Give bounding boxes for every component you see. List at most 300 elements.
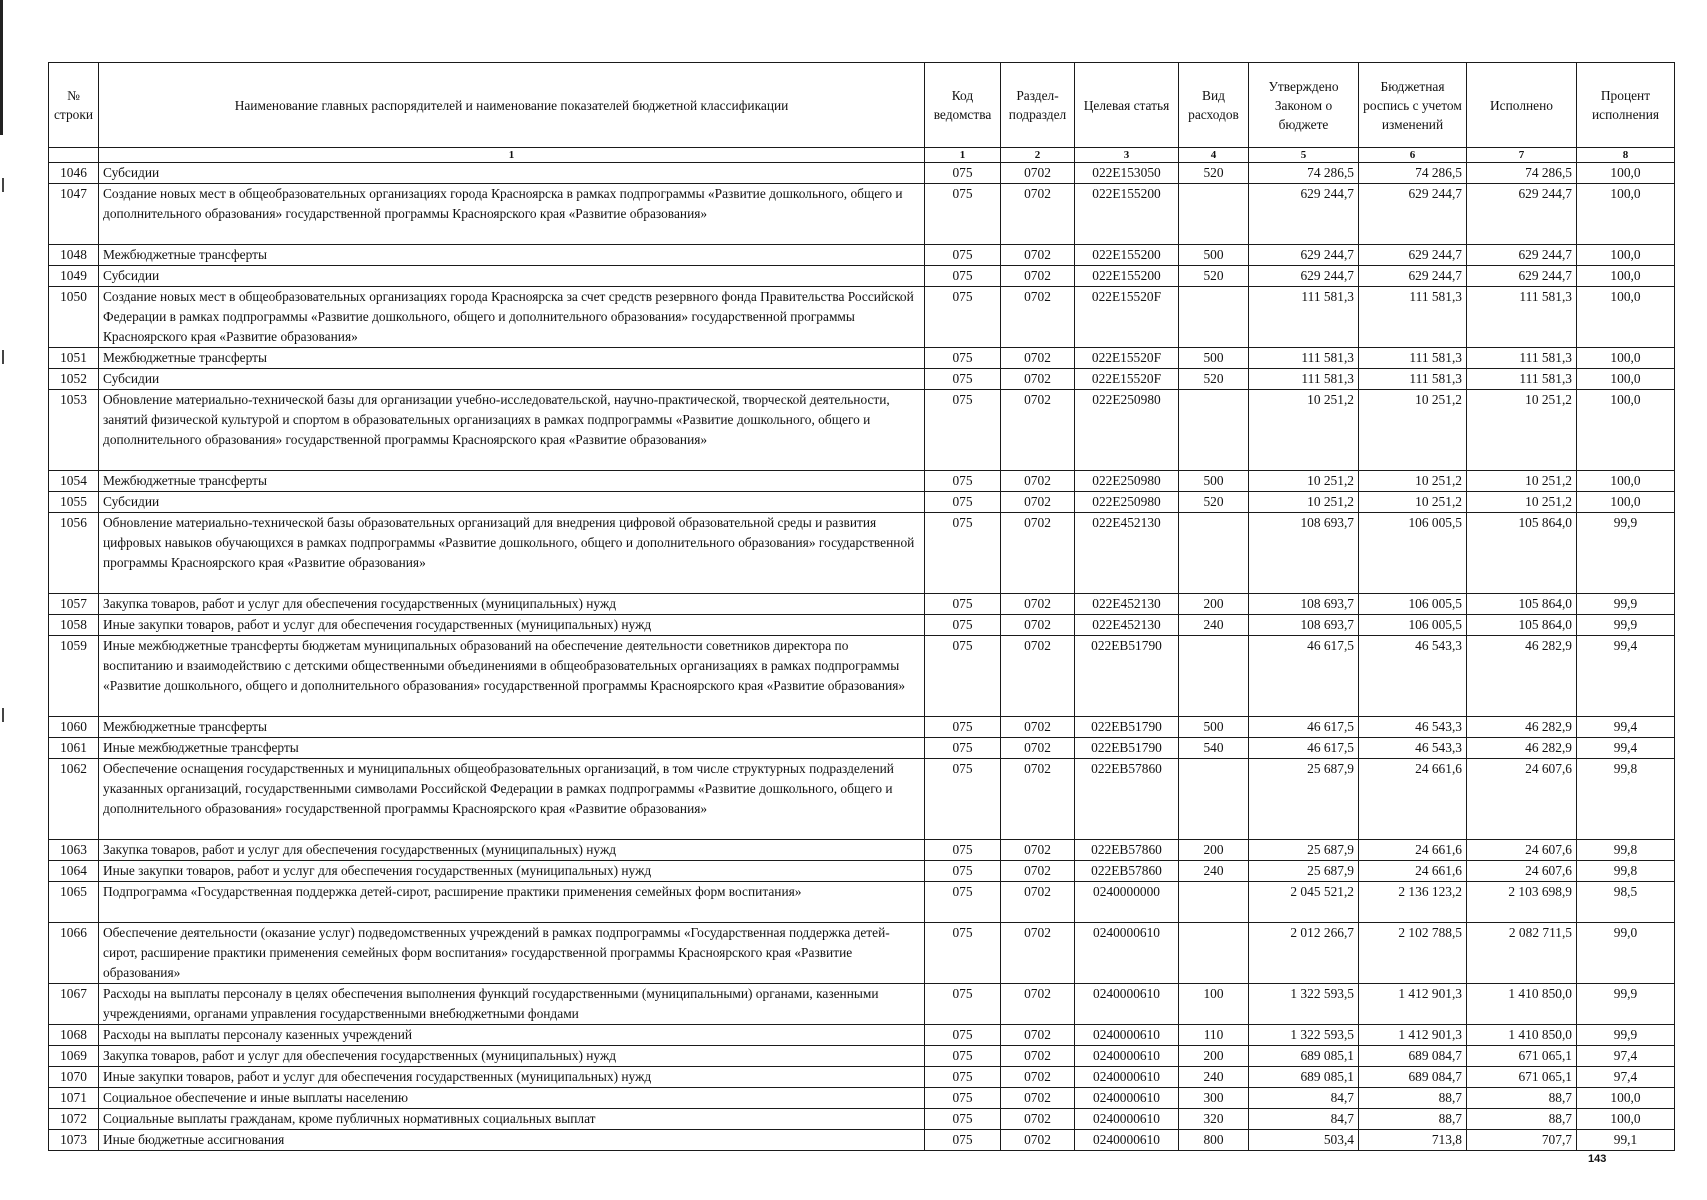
row-number: 1054 bbox=[49, 471, 99, 492]
table-header-row bbox=[49, 63, 1675, 148]
row-section: 0702 bbox=[1001, 882, 1075, 923]
row-section: 0702 bbox=[1001, 369, 1075, 390]
scan-edge-mark bbox=[2, 350, 4, 364]
row-executed: 24 607,6 bbox=[1467, 840, 1577, 861]
row-section: 0702 bbox=[1001, 840, 1075, 861]
row-number: 1063 bbox=[49, 840, 99, 861]
row-exp-type: 520 bbox=[1179, 266, 1249, 287]
column-number: 1 bbox=[925, 148, 1001, 163]
row-section: 0702 bbox=[1001, 717, 1075, 738]
row-approved: 10 251,2 bbox=[1249, 492, 1359, 513]
row-approved: 84,7 bbox=[1249, 1088, 1359, 1109]
column-number: 8 bbox=[1577, 148, 1675, 163]
row-target: 0240000610 bbox=[1075, 1130, 1179, 1151]
row-executed: 88,7 bbox=[1467, 1088, 1577, 1109]
table-row bbox=[49, 348, 1675, 369]
row-budget-list: 111 581,3 bbox=[1359, 348, 1467, 369]
row-approved: 25 687,9 bbox=[1249, 861, 1359, 882]
row-executed: 10 251,2 bbox=[1467, 471, 1577, 492]
header-exp-type: Вид расходов bbox=[1179, 63, 1249, 148]
row-dept-code: 075 bbox=[925, 1088, 1001, 1109]
table-row bbox=[49, 1088, 1675, 1109]
row-approved: 74 286,5 bbox=[1249, 163, 1359, 184]
row-executed: 111 581,3 bbox=[1467, 287, 1577, 348]
row-budget-list: 1 412 901,3 bbox=[1359, 1025, 1467, 1046]
row-section: 0702 bbox=[1001, 984, 1075, 1025]
row-budget-list: 46 543,3 bbox=[1359, 738, 1467, 759]
row-approved: 503,4 bbox=[1249, 1130, 1359, 1151]
table-body bbox=[49, 163, 1675, 1151]
row-percent: 100,0 bbox=[1577, 245, 1675, 266]
row-exp-type bbox=[1179, 287, 1249, 348]
row-target: 022E452130 bbox=[1075, 513, 1179, 594]
row-executed: 46 282,9 bbox=[1467, 717, 1577, 738]
row-executed: 88,7 bbox=[1467, 1109, 1577, 1130]
row-executed: 24 607,6 bbox=[1467, 759, 1577, 840]
row-dept-code: 075 bbox=[925, 492, 1001, 513]
header-approved: Утверждено Законом о бюджете bbox=[1249, 63, 1359, 148]
row-budget-list: 629 244,7 bbox=[1359, 266, 1467, 287]
row-name: Иные закупки товаров, работ и услуг для обеспечения государственных (муниципальных) нужд bbox=[99, 615, 925, 636]
row-section: 0702 bbox=[1001, 245, 1075, 266]
row-number: 1053 bbox=[49, 390, 99, 471]
row-executed: 707,7 bbox=[1467, 1130, 1577, 1151]
row-executed: 2 103 698,9 bbox=[1467, 882, 1577, 923]
row-number: 1046 bbox=[49, 163, 99, 184]
row-dept-code: 075 bbox=[925, 348, 1001, 369]
row-number: 1066 bbox=[49, 923, 99, 984]
page-number: 143 bbox=[1588, 1153, 1607, 1165]
row-exp-type: 500 bbox=[1179, 717, 1249, 738]
row-dept-code: 075 bbox=[925, 1109, 1001, 1130]
header-budget-list: Бюджетная роспись с учетом изменений bbox=[1359, 63, 1467, 148]
row-executed: 46 282,9 bbox=[1467, 636, 1577, 717]
row-approved: 25 687,9 bbox=[1249, 840, 1359, 861]
row-target: 0240000610 bbox=[1075, 1109, 1179, 1130]
row-exp-type: 240 bbox=[1179, 1067, 1249, 1088]
row-name: Субсидии bbox=[99, 266, 925, 287]
row-exp-type: 500 bbox=[1179, 471, 1249, 492]
row-budget-list: 1 412 901,3 bbox=[1359, 984, 1467, 1025]
row-executed: 74 286,5 bbox=[1467, 163, 1577, 184]
row-number: 1073 bbox=[49, 1130, 99, 1151]
row-executed: 105 864,0 bbox=[1467, 615, 1577, 636]
row-executed: 671 065,1 bbox=[1467, 1046, 1577, 1067]
table-row bbox=[49, 266, 1675, 287]
row-target: 0240000610 bbox=[1075, 1067, 1179, 1088]
row-exp-type: 500 bbox=[1179, 245, 1249, 266]
row-target: 022E155200 bbox=[1075, 245, 1179, 266]
row-approved: 629 244,7 bbox=[1249, 245, 1359, 266]
row-executed: 46 282,9 bbox=[1467, 738, 1577, 759]
header-name: Наименование главных распорядителей и наименование показателей бюджетной классификации bbox=[99, 63, 925, 148]
row-approved: 10 251,2 bbox=[1249, 471, 1359, 492]
row-budget-list: 106 005,5 bbox=[1359, 594, 1467, 615]
row-budget-list: 10 251,2 bbox=[1359, 471, 1467, 492]
row-section: 0702 bbox=[1001, 636, 1075, 717]
row-budget-list: 713,8 bbox=[1359, 1130, 1467, 1151]
row-budget-list: 88,7 bbox=[1359, 1088, 1467, 1109]
row-approved: 111 581,3 bbox=[1249, 369, 1359, 390]
column-number: 5 bbox=[1249, 148, 1359, 163]
row-percent: 100,0 bbox=[1577, 471, 1675, 492]
row-dept-code: 075 bbox=[925, 513, 1001, 594]
row-exp-type: 540 bbox=[1179, 738, 1249, 759]
table-row bbox=[49, 882, 1675, 923]
row-dept-code: 075 bbox=[925, 390, 1001, 471]
row-exp-type bbox=[1179, 184, 1249, 245]
row-percent: 100,0 bbox=[1577, 369, 1675, 390]
row-number: 1047 bbox=[49, 184, 99, 245]
row-budget-list: 10 251,2 bbox=[1359, 492, 1467, 513]
row-name: Межбюджетные трансферты bbox=[99, 348, 925, 369]
column-number: 4 bbox=[1179, 148, 1249, 163]
row-percent: 100,0 bbox=[1577, 1109, 1675, 1130]
row-dept-code: 075 bbox=[925, 266, 1001, 287]
row-number: 1072 bbox=[49, 1109, 99, 1130]
row-number: 1052 bbox=[49, 369, 99, 390]
row-percent: 100,0 bbox=[1577, 390, 1675, 471]
row-executed: 671 065,1 bbox=[1467, 1067, 1577, 1088]
row-budget-list: 10 251,2 bbox=[1359, 390, 1467, 471]
row-exp-type bbox=[1179, 513, 1249, 594]
row-dept-code: 075 bbox=[925, 882, 1001, 923]
row-name: Обновление материально-технической базы образовательных организаций для внедрения цифровой образовательной среды и развития цифровых навыков обучающихся в рамках подпрограммы «Развитие дошкольного, общего и дополнительного образования» государственной программы Красноярского края «Развитие образования» bbox=[99, 513, 925, 594]
row-section: 0702 bbox=[1001, 348, 1075, 369]
row-number: 1070 bbox=[49, 1067, 99, 1088]
row-target: 022E250980 bbox=[1075, 492, 1179, 513]
row-exp-type: 520 bbox=[1179, 369, 1249, 390]
row-dept-code: 075 bbox=[925, 861, 1001, 882]
row-dept-code: 075 bbox=[925, 984, 1001, 1025]
row-target: 022E15520F bbox=[1075, 369, 1179, 390]
header-row-no: № строки bbox=[49, 63, 99, 148]
row-name: Обновление материально-технической базы для организации учебно-исследовательской, научно-практической, творческой деятельности, занятий физической культурой и спортом в образовательных организациях в рамках подпрограммы «Развитие дошкольного, общего и дополнительного образования» государственной программы Красноярского края «Развитие образования» bbox=[99, 390, 925, 471]
table-row bbox=[49, 1046, 1675, 1067]
row-percent: 99,9 bbox=[1577, 984, 1675, 1025]
row-percent: 99,1 bbox=[1577, 1130, 1675, 1151]
row-section: 0702 bbox=[1001, 738, 1075, 759]
row-percent: 100,0 bbox=[1577, 163, 1675, 184]
row-name: Субсидии bbox=[99, 492, 925, 513]
row-name: Закупка товаров, работ и услуг для обеспечения государственных (муниципальных) нужд bbox=[99, 1046, 925, 1067]
row-target: 0240000000 bbox=[1075, 882, 1179, 923]
row-percent: 99,8 bbox=[1577, 759, 1675, 840]
row-dept-code: 075 bbox=[925, 245, 1001, 266]
row-section: 0702 bbox=[1001, 266, 1075, 287]
row-name: Иные бюджетные ассигнования bbox=[99, 1130, 925, 1151]
row-dept-code: 075 bbox=[925, 759, 1001, 840]
scan-edge-mark bbox=[2, 178, 4, 192]
row-executed: 629 244,7 bbox=[1467, 184, 1577, 245]
row-number: 1065 bbox=[49, 882, 99, 923]
table-row bbox=[49, 615, 1675, 636]
table-row bbox=[49, 245, 1675, 266]
row-target: 0240000610 bbox=[1075, 923, 1179, 984]
row-percent: 98,5 bbox=[1577, 882, 1675, 923]
row-name: Закупка товаров, работ и услуг для обеспечения государственных (муниципальных) нужд bbox=[99, 840, 925, 861]
row-approved: 108 693,7 bbox=[1249, 594, 1359, 615]
row-name: Межбюджетные трансферты bbox=[99, 717, 925, 738]
row-budget-list: 106 005,5 bbox=[1359, 615, 1467, 636]
row-target: 022E250980 bbox=[1075, 471, 1179, 492]
row-name: Обеспечение деятельности (оказание услуг) подведомственных учреждений в рамках подпрограммы «Государственная поддержка детей-сирот, расширение практики применения семейных форм воспитания» государственной программы Красноярского края «Развитие образования» bbox=[99, 923, 925, 984]
row-percent: 99,8 bbox=[1577, 840, 1675, 861]
row-target: 022E153050 bbox=[1075, 163, 1179, 184]
row-number: 1049 bbox=[49, 266, 99, 287]
row-budget-list: 629 244,7 bbox=[1359, 184, 1467, 245]
row-percent: 99,9 bbox=[1577, 1025, 1675, 1046]
row-approved: 1 322 593,5 bbox=[1249, 1025, 1359, 1046]
row-name: Иные закупки товаров, работ и услуг для обеспечения государственных (муниципальных) нужд bbox=[99, 861, 925, 882]
row-target: 022E155200 bbox=[1075, 266, 1179, 287]
row-target: 0240000610 bbox=[1075, 1025, 1179, 1046]
row-dept-code: 075 bbox=[925, 163, 1001, 184]
row-number: 1057 bbox=[49, 594, 99, 615]
row-number: 1050 bbox=[49, 287, 99, 348]
header-percent: Процент исполнения bbox=[1577, 63, 1675, 148]
row-target: 022E452130 bbox=[1075, 615, 1179, 636]
row-percent: 99,9 bbox=[1577, 615, 1675, 636]
table-row bbox=[49, 1109, 1675, 1130]
row-exp-type: 300 bbox=[1179, 1088, 1249, 1109]
row-section: 0702 bbox=[1001, 1109, 1075, 1130]
row-dept-code: 075 bbox=[925, 840, 1001, 861]
row-percent: 97,4 bbox=[1577, 1046, 1675, 1067]
row-name: Социальное обеспечение и иные выплаты населению bbox=[99, 1088, 925, 1109]
row-dept-code: 075 bbox=[925, 1046, 1001, 1067]
row-dept-code: 075 bbox=[925, 923, 1001, 984]
row-percent: 100,0 bbox=[1577, 1088, 1675, 1109]
row-exp-type: 520 bbox=[1179, 492, 1249, 513]
row-section: 0702 bbox=[1001, 492, 1075, 513]
row-executed: 111 581,3 bbox=[1467, 369, 1577, 390]
row-section: 0702 bbox=[1001, 287, 1075, 348]
row-target: 0240000610 bbox=[1075, 984, 1179, 1025]
row-budget-list: 46 543,3 bbox=[1359, 717, 1467, 738]
table-row bbox=[49, 1130, 1675, 1151]
row-target: 0240000610 bbox=[1075, 1088, 1179, 1109]
row-number: 1058 bbox=[49, 615, 99, 636]
row-name: Закупка товаров, работ и услуг для обеспечения государственных (муниципальных) нужд bbox=[99, 594, 925, 615]
row-section: 0702 bbox=[1001, 163, 1075, 184]
row-section: 0702 bbox=[1001, 861, 1075, 882]
row-exp-type: 520 bbox=[1179, 163, 1249, 184]
row-budget-list: 46 543,3 bbox=[1359, 636, 1467, 717]
row-budget-list: 689 084,7 bbox=[1359, 1067, 1467, 1088]
row-exp-type: 200 bbox=[1179, 594, 1249, 615]
table-row bbox=[49, 163, 1675, 184]
row-dept-code: 075 bbox=[925, 287, 1001, 348]
row-percent: 99,9 bbox=[1577, 594, 1675, 615]
row-percent: 100,0 bbox=[1577, 287, 1675, 348]
row-section: 0702 bbox=[1001, 390, 1075, 471]
row-section: 0702 bbox=[1001, 594, 1075, 615]
row-executed: 1 410 850,0 bbox=[1467, 1025, 1577, 1046]
row-name: Обеспечение оснащения государственных и муниципальных общеобразовательных организаций, в том числе структурных подразделений указанных организаций, государственными символами Российской Федерации в рамках подпрограммы «Развитие дошкольного, общего и дополнительного образования» государственной программы Красноярского края «Развитие образования» bbox=[99, 759, 925, 840]
row-number: 1062 bbox=[49, 759, 99, 840]
scan-edge-line bbox=[0, 0, 3, 135]
row-dept-code: 075 bbox=[925, 594, 1001, 615]
row-executed: 10 251,2 bbox=[1467, 492, 1577, 513]
table-row bbox=[49, 1025, 1675, 1046]
row-target: 022E250980 bbox=[1075, 390, 1179, 471]
table-row bbox=[49, 840, 1675, 861]
row-number: 1067 bbox=[49, 984, 99, 1025]
row-approved: 689 085,1 bbox=[1249, 1067, 1359, 1088]
row-exp-type bbox=[1179, 759, 1249, 840]
table-row bbox=[49, 184, 1675, 245]
row-dept-code: 075 bbox=[925, 1067, 1001, 1088]
row-number: 1068 bbox=[49, 1025, 99, 1046]
row-name: Расходы на выплаты персоналу казенных учреждений bbox=[99, 1025, 925, 1046]
row-dept-code: 075 bbox=[925, 636, 1001, 717]
column-number: 2 bbox=[1001, 148, 1075, 163]
table-row bbox=[49, 492, 1675, 513]
row-exp-type: 100 bbox=[1179, 984, 1249, 1025]
row-exp-type bbox=[1179, 390, 1249, 471]
row-exp-type: 200 bbox=[1179, 840, 1249, 861]
row-target: 022E155200 bbox=[1075, 184, 1179, 245]
row-number: 1060 bbox=[49, 717, 99, 738]
row-approved: 46 617,5 bbox=[1249, 636, 1359, 717]
row-target: 022E452130 bbox=[1075, 594, 1179, 615]
header-target: Целевая статья bbox=[1075, 63, 1179, 148]
row-executed: 105 864,0 bbox=[1467, 513, 1577, 594]
row-budget-list: 24 661,6 bbox=[1359, 759, 1467, 840]
row-approved: 2 012 266,7 bbox=[1249, 923, 1359, 984]
row-section: 0702 bbox=[1001, 1088, 1075, 1109]
row-budget-list: 689 084,7 bbox=[1359, 1046, 1467, 1067]
row-name: Субсидии bbox=[99, 163, 925, 184]
row-name: Расходы на выплаты персоналу в целях обеспечения выполнения функций государственными (муниципальными) органами, казенными учреждениями, органами управления государственными внебюджетными фондами bbox=[99, 984, 925, 1025]
row-section: 0702 bbox=[1001, 513, 1075, 594]
row-budget-list: 24 661,6 bbox=[1359, 861, 1467, 882]
row-executed: 24 607,6 bbox=[1467, 861, 1577, 882]
row-target: 022E15520F bbox=[1075, 287, 1179, 348]
row-budget-list: 74 286,5 bbox=[1359, 163, 1467, 184]
row-budget-list: 111 581,3 bbox=[1359, 369, 1467, 390]
table-row bbox=[49, 471, 1675, 492]
row-exp-type: 200 bbox=[1179, 1046, 1249, 1067]
row-name: Создание новых мест в общеобразовательных организациях города Красноярска за счет средств резервного фонда Правительства Российской Федерации в рамках подпрограммы «Развитие дошкольного, общего и дополнительного образования» государственной программы Красноярского края «Развитие образования» bbox=[99, 287, 925, 348]
row-target: 022EB51790 bbox=[1075, 636, 1179, 717]
row-budget-list: 2 102 788,5 bbox=[1359, 923, 1467, 984]
row-section: 0702 bbox=[1001, 1130, 1075, 1151]
row-executed: 629 244,7 bbox=[1467, 245, 1577, 266]
row-dept-code: 075 bbox=[925, 738, 1001, 759]
budget-table-sheet bbox=[48, 62, 1675, 1151]
row-dept-code: 075 bbox=[925, 369, 1001, 390]
row-percent: 99,9 bbox=[1577, 513, 1675, 594]
row-section: 0702 bbox=[1001, 923, 1075, 984]
table-row bbox=[49, 984, 1675, 1025]
row-target: 022EB57860 bbox=[1075, 840, 1179, 861]
column-number: 3 bbox=[1075, 148, 1179, 163]
row-section: 0702 bbox=[1001, 1067, 1075, 1088]
row-budget-list: 24 661,6 bbox=[1359, 840, 1467, 861]
row-executed: 1 410 850,0 bbox=[1467, 984, 1577, 1025]
row-dept-code: 075 bbox=[925, 615, 1001, 636]
row-percent: 99,4 bbox=[1577, 717, 1675, 738]
row-dept-code: 075 bbox=[925, 1025, 1001, 1046]
row-target: 022EB51790 bbox=[1075, 717, 1179, 738]
row-exp-type: 500 bbox=[1179, 348, 1249, 369]
scan-edge-mark bbox=[2, 708, 4, 722]
row-percent: 97,4 bbox=[1577, 1067, 1675, 1088]
row-number: 1056 bbox=[49, 513, 99, 594]
row-percent: 100,0 bbox=[1577, 184, 1675, 245]
row-approved: 25 687,9 bbox=[1249, 759, 1359, 840]
row-name: Социальные выплаты гражданам, кроме публичных нормативных социальных выплат bbox=[99, 1109, 925, 1130]
row-exp-type bbox=[1179, 923, 1249, 984]
row-number: 1048 bbox=[49, 245, 99, 266]
row-number: 1071 bbox=[49, 1088, 99, 1109]
column-number: 6 bbox=[1359, 148, 1467, 163]
row-approved: 1 322 593,5 bbox=[1249, 984, 1359, 1025]
row-name: Подпрограмма «Государственная поддержка детей-сирот, расширение практики применения семейных форм воспитания» bbox=[99, 882, 925, 923]
row-percent: 100,0 bbox=[1577, 348, 1675, 369]
header-dept-code: Код ведомства bbox=[925, 63, 1001, 148]
row-exp-type: 320 bbox=[1179, 1109, 1249, 1130]
row-exp-type bbox=[1179, 636, 1249, 717]
row-target: 0240000610 bbox=[1075, 1046, 1179, 1067]
row-name: Субсидии bbox=[99, 369, 925, 390]
row-section: 0702 bbox=[1001, 1025, 1075, 1046]
row-budget-list: 629 244,7 bbox=[1359, 245, 1467, 266]
table-row bbox=[49, 717, 1675, 738]
table-row bbox=[49, 1067, 1675, 1088]
row-name: Иные межбюджетные трансферты бюджетам муниципальных образований на обеспечение деятельности советников директора по воспитанию и взаимодействию с детскими общественными объединениями в общеобразовательных организациях в рамках подпрограммы «Развитие дошкольного, общего и дополнительного образования» государственной программы Красноярского края «Развитие образования» bbox=[99, 636, 925, 717]
row-budget-list: 111 581,3 bbox=[1359, 287, 1467, 348]
row-percent: 100,0 bbox=[1577, 492, 1675, 513]
row-target: 022EB57860 bbox=[1075, 861, 1179, 882]
row-percent: 99,8 bbox=[1577, 861, 1675, 882]
row-dept-code: 075 bbox=[925, 1130, 1001, 1151]
row-target: 022EB57860 bbox=[1075, 759, 1179, 840]
row-target: 022E15520F bbox=[1075, 348, 1179, 369]
row-percent: 99,4 bbox=[1577, 738, 1675, 759]
row-dept-code: 075 bbox=[925, 471, 1001, 492]
row-number: 1064 bbox=[49, 861, 99, 882]
row-executed: 10 251,2 bbox=[1467, 390, 1577, 471]
row-name: Иные межбюджетные трансферты bbox=[99, 738, 925, 759]
row-approved: 111 581,3 bbox=[1249, 287, 1359, 348]
row-approved: 629 244,7 bbox=[1249, 266, 1359, 287]
table-row bbox=[49, 861, 1675, 882]
table-row bbox=[49, 390, 1675, 471]
row-name: Межбюджетные трансферты bbox=[99, 471, 925, 492]
row-percent: 99,4 bbox=[1577, 636, 1675, 717]
table-row bbox=[49, 369, 1675, 390]
row-approved: 10 251,2 bbox=[1249, 390, 1359, 471]
row-executed: 105 864,0 bbox=[1467, 594, 1577, 615]
row-exp-type bbox=[1179, 882, 1249, 923]
row-section: 0702 bbox=[1001, 759, 1075, 840]
row-exp-type: 110 bbox=[1179, 1025, 1249, 1046]
row-approved: 46 617,5 bbox=[1249, 717, 1359, 738]
header-section: Раздел-подраздел bbox=[1001, 63, 1075, 148]
row-exp-type: 800 bbox=[1179, 1130, 1249, 1151]
row-name: Межбюджетные трансферты bbox=[99, 245, 925, 266]
row-name: Создание новых мест в общеобразовательных организациях города Красноярска в рамках подпрограммы «Развитие дошкольного, общего и дополнительного образования» государственной программы Красноярского края «Развитие образования» bbox=[99, 184, 925, 245]
header-executed: Исполнено bbox=[1467, 63, 1577, 148]
budget-execution-table bbox=[48, 62, 1675, 1151]
table-row bbox=[49, 738, 1675, 759]
column-number-empty bbox=[49, 148, 99, 163]
row-budget-list: 2 136 123,2 bbox=[1359, 882, 1467, 923]
row-approved: 108 693,7 bbox=[1249, 513, 1359, 594]
